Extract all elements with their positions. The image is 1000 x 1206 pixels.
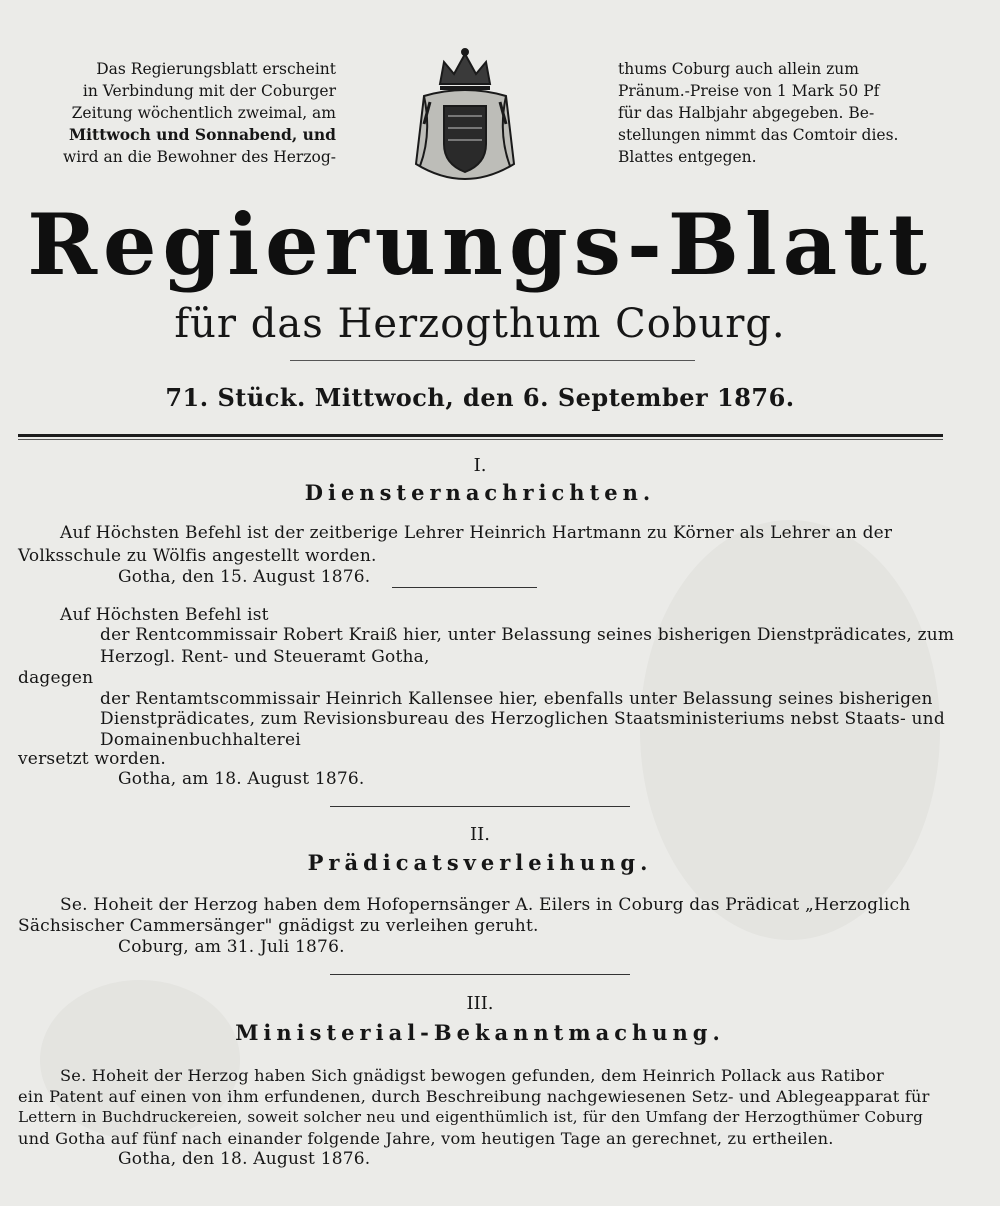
notice-line: Pränum.-Preise von 1 Mark 50 Pf — [618, 82, 880, 100]
ducal-crest-icon — [410, 44, 520, 194]
paragraph-line: ein Patent auf einen von ihm erfundenen, durch Beschreibung nachgewiesenen Setz- und Ablegeapparat für — [18, 1087, 930, 1106]
notice-line: Blattes entgegen. — [618, 148, 757, 166]
paragraph-line: Herzogl. Rent- und Steueramt Gotha, — [100, 647, 430, 667]
divider — [330, 806, 630, 807]
paragraph-line: Sächsischer Cammersänger" gnädigst zu verleihen geruht. — [18, 916, 539, 936]
notice-line: in Verbindung mit der Coburger — [82, 82, 336, 100]
paragraph-line: Se. Hoheit der Herzog haben dem Hofopernsänger A. Eilers in Coburg das Prädicat „Herzoglich — [60, 895, 911, 915]
section-title: Ministerial-Bekanntmachung. — [235, 1020, 725, 1045]
paragraph-line: Lettern in Buchdruckereien, soweit solcher neu und eigenthümlich ist, für den Umfang der Herzogthümer Coburg — [18, 1108, 923, 1126]
masthead-rule — [18, 439, 943, 440]
divider — [290, 360, 695, 361]
section-number: III. — [466, 993, 494, 1014]
paragraph-line: der Rentamtscommissair Heinrich Kallensee hier, ebenfalls unter Belassung seines bisherigen — [100, 689, 933, 709]
paragraph-line: Auf Höchsten Befehl ist — [60, 605, 269, 625]
paragraph-line: Dienstprädicates, zum Revisionsbureau des Herzoglichen Staatsministeriums nebst Staats- und — [100, 709, 945, 729]
divider — [392, 587, 537, 588]
notice-line: Mittwoch und Sonnabend, und — [68, 125, 336, 144]
notice-line: thums Coburg auch allein zum — [618, 60, 859, 78]
notice-line: Zeitung wöchentlich zweimal, am — [71, 104, 336, 122]
masthead-title: Regierungs-Blatt — [27, 195, 933, 294]
subscription-notice-right — [618, 58, 910, 168]
paragraph-line: Domainenbuchhalterei — [100, 730, 301, 750]
issue-line: 71. Stück. Mittwoch, den 6. September 1876. — [165, 383, 795, 412]
dateline: Gotha, den 18. August 1876. — [118, 1149, 371, 1169]
dateline: Coburg, am 31. Juli 1876. — [118, 937, 345, 957]
notice-line: für das Halbjahr abgegeben. Be- — [618, 104, 875, 122]
paragraph-line: Volksschule zu Wölfis angestellt worden. — [18, 546, 377, 566]
notice-line: Das Regierungsblatt erscheint — [96, 60, 336, 78]
divider — [330, 974, 630, 975]
paragraph-line: Auf Höchsten Befehl ist der zeitberige Lehrer Heinrich Hartmann zu Körner als Lehrer an der — [60, 523, 893, 543]
subscription-notice-left — [22, 58, 342, 168]
paragraph-line: und Gotha auf fünf nach einander folgende Jahre, vom heutigen Tage an gerechnet, zu ertheilen. — [18, 1129, 834, 1148]
masthead-subtitle: für das Herzogthum Coburg. — [174, 301, 786, 347]
notice-line: wird an die Bewohner des Herzog- — [63, 148, 336, 166]
masthead-rule — [18, 434, 943, 437]
section-title: Prädicatsverleihung. — [307, 850, 653, 875]
paragraph-line: Se. Hoheit der Herzog haben Sich gnädigst bewogen gefunden, dem Heinrich Pollack aus Ratibor — [60, 1066, 884, 1085]
paragraph-line: dagegen — [18, 668, 94, 688]
paragraph-line: der Rentcommissair Robert Kraiß hier, unter Belassung seines bisherigen Dienstprädicates, zum — [100, 625, 955, 645]
section-number: I. — [473, 455, 487, 476]
dateline: Gotha, den 15. August 1876. — [118, 567, 371, 587]
section-title: Diensternachrichten. — [304, 480, 656, 505]
section-number: II. — [470, 824, 490, 845]
dateline: Gotha, am 18. August 1876. — [118, 769, 365, 789]
notice-line: stellungen nimmt das Comtoir dies. — [618, 126, 899, 144]
paragraph-line: versetzt worden. — [18, 749, 167, 769]
